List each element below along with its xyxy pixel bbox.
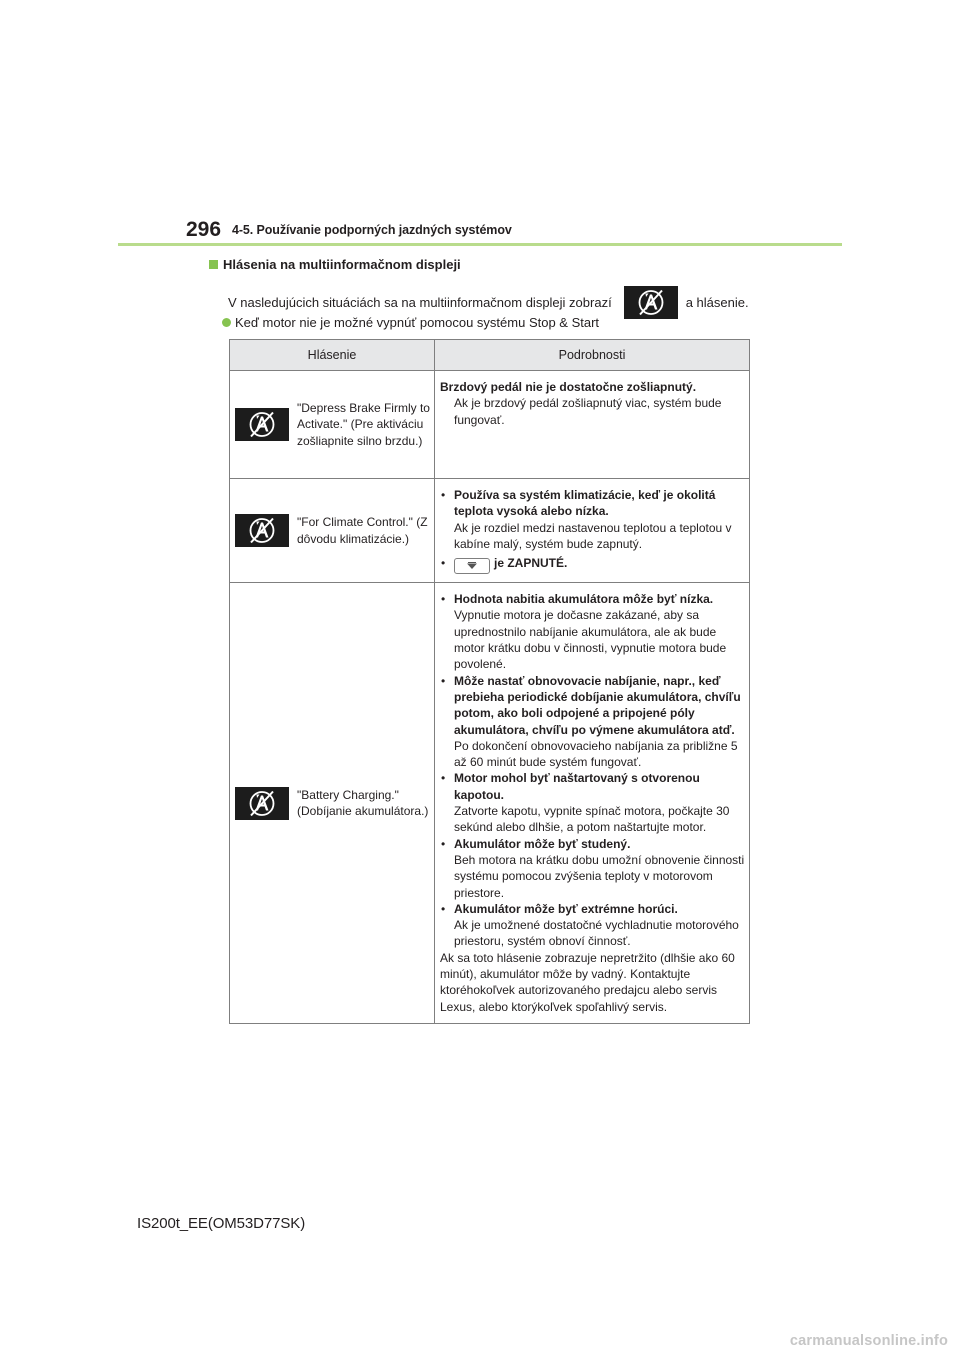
detail-cell [435,371,750,479]
green-square-icon [209,260,218,269]
detail-item: • Používa sa systém klimatizácie, keď je okolitá teplota vysoká alebo nízka. Ak je rozdiel medzi nastavenou teplotou a teplotou v kabíne malý, systém bude zapnutý. [441,488,732,551]
message-text: "Battery Charging." (Dobíjanie akumulátora.) [297,787,429,819]
header-rule [118,243,842,246]
detail-cell [435,479,750,583]
message-cell [230,583,435,1024]
header-details: Podrobnosti [435,340,750,371]
detail-item: • Môže nastať obnovovacie nabíjanie, napr., keď prebieha periodické dobíjanie akumulátora, chvíľu potom, ako boli odpojené a pripojené póly akumulátora, chvíľu po výmene akumulátora atď. Po dokončení obnovovacieho nabíjania za približne 5 až 60 minút bude systém fungovať. [441,673,741,770]
bullet-heading [222,315,599,330]
section-heading-text: Hlásenia na multiinformačnom displeji [223,257,461,272]
green-dot-icon [222,318,231,327]
model-code: IS200t_EE(OM53D77SK) [137,1215,306,1232]
auto-start-stop-off-icon [624,286,678,319]
detail-item: • je ZAPNUTÉ. [440,555,745,574]
auto-start-stop-off-icon [235,408,289,441]
messages-table [229,339,750,1024]
message-cell [230,479,435,583]
section-heading [209,257,461,272]
intro-before: V nasledujúcich situáciách sa na multiinformačnom displeji zobrazí [228,295,612,310]
table-header-row [230,340,750,371]
detail-item: • Akumulátor môže byť studený. Beh motora na krátku dobu umožní obnovenie činnosti systému pomocou zvýšenia teploty v motorovom priestore. [441,836,745,900]
detail-closing: Ak sa toto hlásenie zobrazuje nepretržito (dlhšie ako 60 minút), akumulátor môže by vadný. Kontaktujte ktoréhokoľvek autorizovaného predajcu alebo servis Lexus, alebo ktorýkoľvek spoľahlivý servis. [440,950,735,1014]
message-text: "For Climate Control." (Z dôvodu klimatizácie.) [297,515,428,546]
bullet-heading-text: Keď motor nie je možné vypnúť pomocou systému Stop & Start [235,315,600,330]
detail-item: • Hodnota nabitia akumulátora môže byť nízka. Vypnutie motora je dočasne zakázané, aby sa uprednostnilo nabíjanie akumulátora, ale ak bude motor krátku dobu v činnosti, vypnutie motora bude povolené. [441,592,727,672]
intro-after: a hlásenie. [685,295,749,310]
detail-item: • Motor mohol byť naštartovaný s otvorenou kapotou. Zatvorte kapotu, vypnite spínač motora, počkajte 30 sekúnd alebo dlhšie, a potom naštartujte motor. [441,771,730,835]
table-row [230,479,750,583]
message-cell [230,371,435,479]
watermark: carmanualsonline.info [789,1333,948,1349]
climate-switch-icon [454,558,490,574]
header-message: Hlásenie [230,340,435,371]
page-number: 296 [186,218,222,241]
table-row [230,583,750,1024]
auto-start-stop-off-icon [235,787,289,820]
message-text: "Depress Brake Firmly to Activate." (Pre aktiváciu zošliapnite silno brzdu.) [297,401,430,448]
table-row [230,371,750,479]
detail-item: • Akumulátor môže byť extrémne horúci. Ak je umožnené dostatočné vychladnutie motorového priestoru, systém obnoví činnosť. [441,901,739,949]
detail-bold: Brzdový pedál nie je dostatočne zošliapnutý. [440,380,697,394]
chapter-title: 4-5. Používanie podporných jazdných systémov [232,223,512,237]
auto-start-stop-off-icon [235,514,289,547]
detail-cell [435,583,750,1024]
detail-text: Ak je brzdový pedál zošliapnutý viac, systém bude fungovať. [454,396,722,427]
